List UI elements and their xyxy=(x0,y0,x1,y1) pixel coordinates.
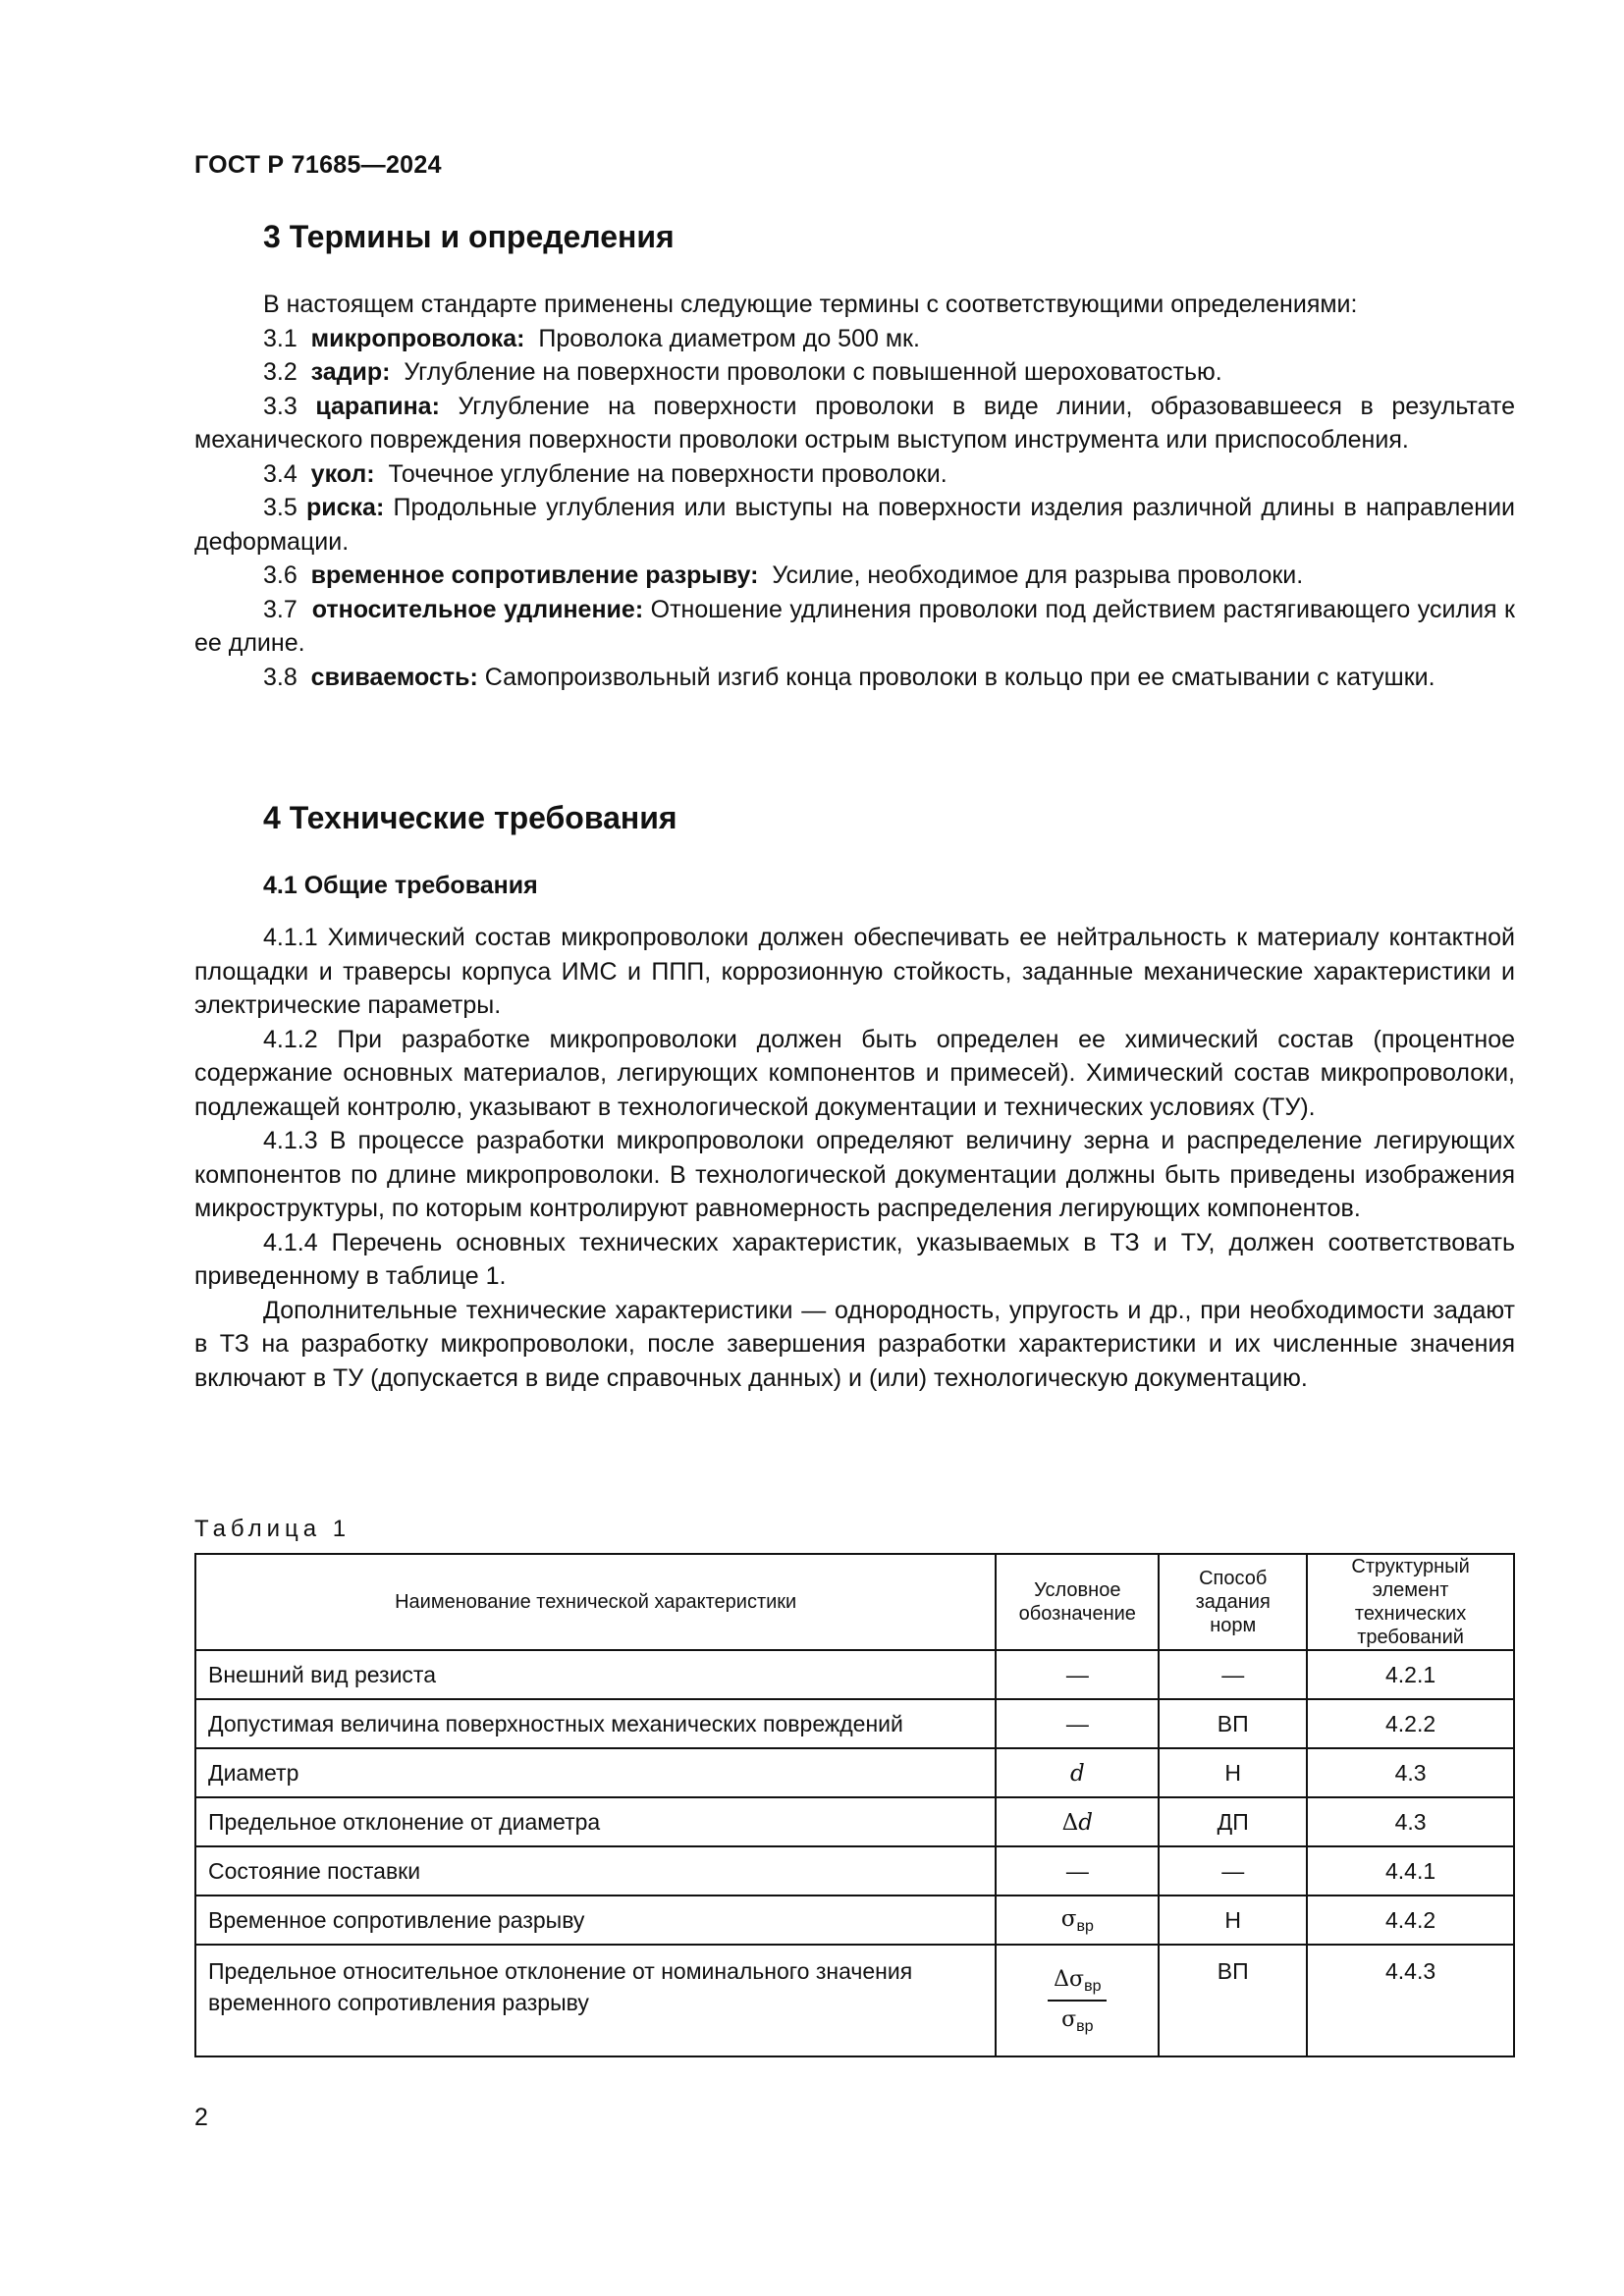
table-row xyxy=(195,1846,1514,1896)
fraction-numerator: $\Delta\sigma_{вр}$ xyxy=(1048,1967,1107,2002)
cell-symbol: — xyxy=(996,1699,1159,1748)
cell-symbol: — xyxy=(996,1650,1159,1699)
cell-name: Предельное отклонение от диаметра xyxy=(195,1797,996,1846)
cell-element: 4.3 xyxy=(1307,1748,1514,1797)
table-row xyxy=(195,1896,1514,1945)
cell-name: Временное сопротивление разрыву xyxy=(195,1896,996,1945)
term-3-8: 3.8 свиваемость: Самопроизвольный изгиб конца проволоки в кольцо при ее сматывании с катушки. xyxy=(263,663,1435,691)
paragraph-4-1-4: 4.1.4 Перечень основных технических характеристик, указываемых в ТЗ и ТУ, должен соответствовать приведенному в таблице 1. xyxy=(194,1228,1515,1290)
cell-name: Допустимая величина поверхностных механических повреждений xyxy=(195,1699,996,1748)
cell-symbol xyxy=(996,1896,1159,1945)
header-method: Способ задания норм xyxy=(1159,1554,1307,1650)
section-3-intro: В настоящем стандарте применены следующие термины с соответствующими определениями: xyxy=(263,291,1358,318)
term-label: микропроволока: xyxy=(310,324,525,352)
cell-symbol: — xyxy=(996,1846,1159,1896)
term-3-2: 3.2 задир: Углубление на поверхности проволоки с повышенной шероховатостью. xyxy=(263,358,1222,386)
cell-method: — xyxy=(1159,1846,1307,1896)
table-row xyxy=(195,1748,1514,1797)
table-row xyxy=(195,1650,1514,1699)
term-3-1: 3.1 микропроволока: Проволока диаметром до 500 мк. xyxy=(263,324,920,352)
paragraph-4-1-2: 4.1.2 При разработке микропроволоки должен быть определен ее химический состав (процентное содержание основных материалов, легирующих компонентов и примесей). Химический состав микропроволоки, подлежащей контролю, указывают в технологической документации и технических условиях (ТУ). xyxy=(194,1025,1515,1121)
header-name: Наименование технической характеристики xyxy=(195,1554,996,1650)
term-label: укол: xyxy=(310,459,375,488)
term-3-4: 3.4 укол: Точечное углубление на поверхности проволоки. xyxy=(263,459,947,488)
cell-element: 4.2.2 xyxy=(1307,1699,1514,1748)
table-row xyxy=(195,1699,1514,1748)
header-element: Структурный элемент технических требований xyxy=(1307,1554,1514,1650)
cell-element: 4.3 xyxy=(1307,1797,1514,1846)
cell-name: Диаметр xyxy=(195,1748,996,1797)
cell-symbol xyxy=(996,1797,1159,1846)
term-3-6: 3.6 временное сопротивление разрыву: Усилие, необходимое для разрыва проволоки. xyxy=(263,561,1304,589)
table-caption: Таблица 1 xyxy=(194,1516,352,1542)
section-3-body xyxy=(194,288,1515,694)
term-label: задир: xyxy=(310,358,391,386)
symbol-delta: Δ xyxy=(1061,1809,1079,1836)
cell-name: Внешний вид резиста xyxy=(195,1650,996,1699)
term-3-5: 3.5 риска: Продольные углубления или выступы на поверхности изделия различной длины в направлении деформации. xyxy=(194,494,1516,556)
page-number: 2 xyxy=(194,2104,208,2131)
table-row xyxy=(195,1945,1514,2056)
fraction-denominator: $\sigma_{вр}$ xyxy=(1061,2007,1094,2035)
cell-element: 4.4.3 xyxy=(1307,1945,1514,2056)
cell-method: Н xyxy=(1159,1896,1307,1945)
symbol-d: d xyxy=(1078,1809,1093,1836)
symbol-d: d xyxy=(1069,1760,1085,1787)
term-3-3: 3.3 царапина: Углубление на поверхности проволоки в виде линии, образовавшееся в результате механического повреждения поверхности проволоки острым выступом инструмента или приспособления. xyxy=(194,392,1515,454)
cell-symbol xyxy=(996,1748,1159,1797)
header-symbol: Условное обозначение xyxy=(996,1554,1159,1650)
cell-element: 4.4.2 xyxy=(1307,1896,1514,1945)
subsection-4-1-title: 4.1 Общие требования xyxy=(263,872,538,899)
term-label: свиваемость: xyxy=(310,663,478,691)
term-label: относительное удлинение: xyxy=(311,595,644,623)
symbol-subscript: вр xyxy=(1076,1917,1094,1935)
cell-method: Н xyxy=(1159,1748,1307,1797)
cell-method: ВП xyxy=(1159,1945,1307,2056)
cell-method: ВП xyxy=(1159,1699,1307,1748)
cell-name: Предельное относительное отклонение от номинального значения временного сопротивления разрыву xyxy=(195,1945,996,2056)
table-row xyxy=(195,1797,1514,1846)
section-4-title: 4 Технические требования xyxy=(263,800,677,835)
paragraph-4-1-3: 4.1.3 В процессе разработки микропроволоки определяют величину зерна и распределение легирующих компонентов по длине микропроволоки. В технологической документации должны быть приведены изображения микроструктуры, по которым контролируют равномерность распределения легирующих компонентов. xyxy=(194,1127,1515,1222)
paragraph-additional: Дополнительные технические характеристики — однородность, упругость и др., при необходимости задают в ТЗ на разработку микропроволоки, после завершения разработки характеристики и их численные значения включают в ТУ (допускается в виде справочных данных) и (или) технологическую документацию. xyxy=(194,1296,1515,1392)
document-header-id: ГОСТ Р 71685—2024 xyxy=(194,151,442,179)
specification-table xyxy=(194,1553,1515,2057)
cell-name: Состояние поставки xyxy=(195,1846,996,1896)
section-4-body xyxy=(194,921,1515,1395)
cell-element: 4.4.1 xyxy=(1307,1846,1514,1896)
term-label: риска: xyxy=(305,494,385,521)
cell-method: — xyxy=(1159,1650,1307,1699)
symbol-sigma: σ xyxy=(1060,1905,1077,1932)
table-header-row xyxy=(195,1554,1514,1650)
term-label: временное сопротивление разрыву: xyxy=(310,561,759,589)
cell-element: 4.2.1 xyxy=(1307,1650,1514,1699)
cell-method: ДП xyxy=(1159,1797,1307,1846)
cell-symbol xyxy=(996,1945,1159,2056)
section-3-title: 3 Термины и определения xyxy=(263,219,675,254)
term-3-7: 3.7 относительное удлинение: Отношение удлинения проволоки под действием растягивающего усилия к ее длине. xyxy=(194,595,1515,657)
term-label: царапина: xyxy=(315,392,440,420)
symbol-fraction xyxy=(1048,1967,1107,2036)
paragraph-4-1-1: 4.1.1 Химический состав микропроволоки должен обеспечивать ее нейтральность к материалу контактной площадки и траверсы корпуса ИМС и ППП, коррозионную стойкость, заданные механические характеристики и электрические параметры. xyxy=(194,924,1515,1019)
